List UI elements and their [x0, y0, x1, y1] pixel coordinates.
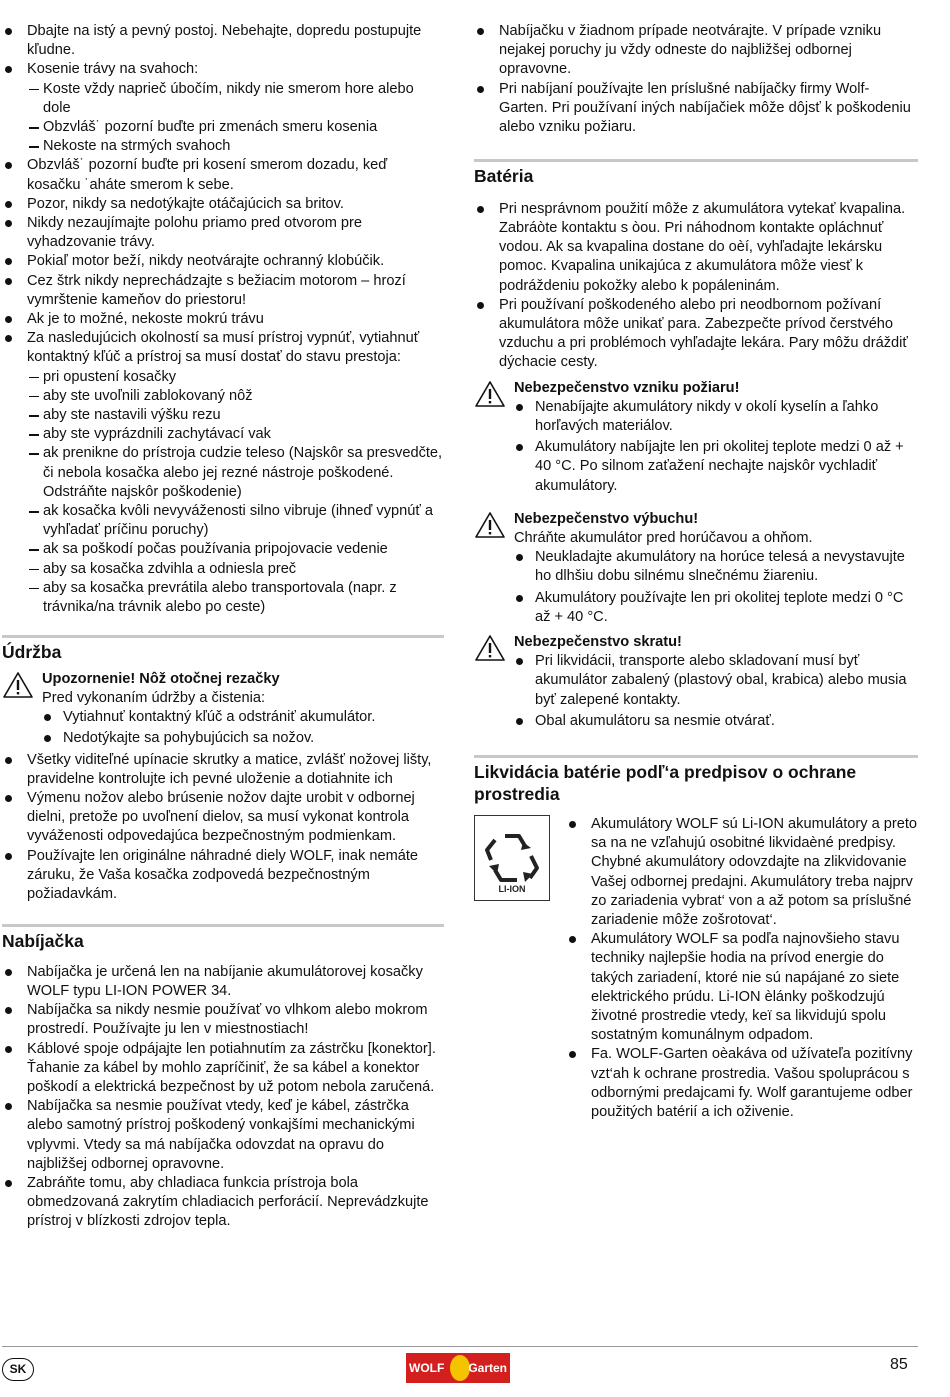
- maintenance-list: [2, 751, 444, 905]
- li-ion-label: LI-ION: [498, 884, 526, 894]
- charger-heading: Nabíjačka: [2, 931, 84, 952]
- short-circuit-warning-title: Nebezpečenstvo skratu!: [514, 633, 682, 650]
- intro-list: [2, 22, 444, 617]
- list-item: Nenabíjajte akumulátory nikdy v okolí kyselín a ľahko horľavých materiálov.: [514, 398, 918, 436]
- warning-icon: [474, 634, 506, 662]
- list-item: Dbajte na istý a pevný postoj. Nebehajte, dopredu postupujte kľudne.: [2, 22, 444, 60]
- list-item: Káblové spoje odpájajte len potiahnutím za zástrčku [konektor]. Ťahanie za kábel by mohlo zapríčiniť, že sa kábel a konektor poškodí a elektrická bezpečnost by už potom nebola zaručená.: [2, 1040, 444, 1098]
- explosion-warning-title: Nebezpečenstvo výbuchu!: [514, 510, 699, 527]
- li-ion-recycling-icon: [474, 815, 550, 901]
- maintenance-heading: Údržba: [2, 642, 62, 663]
- list-item: Cez štrk nikdy neprechádzajte s bežiacim motorom – hrozí vymrštenie kameňov do priestoru!: [2, 272, 444, 310]
- short-circuit-warning: [474, 633, 918, 731]
- explosion-warning-items: [514, 548, 918, 627]
- fire-warning: [474, 379, 918, 496]
- charger-list: [2, 963, 444, 1232]
- list-item: Nabíjačku v žiadnom prípade neotvárajte. V prípade vzniku nejakej poruchy ju vždy odneste do najbližšej odbornej opravovne.: [474, 22, 918, 80]
- list-item: ak kosačka kvôli nevyváženosti silno vibruje (ihneď vypnúť a vyhľadať príčinu poruchy): [2, 502, 444, 540]
- logo-text-wolf: WOLF: [409, 1361, 445, 1375]
- list-item: Nabíjačka sa nesmie používat vtedy, keď je kábel, zástrčka alebo samotný prístroj poškodený vonkajšími mechanickými vplyvmi. Vtedy sa má nabíjačka odovzdat na opravu do najbližšej odbornej opravovne.: [2, 1097, 444, 1174]
- list-item: Neukladajte akumulátory na horúce telesá a nevystavujte ho dlhšiu dobu silnému slnečnému žiareniu.: [514, 548, 918, 586]
- list-item: Výmenu nožov alebo brúsenie nožov dajte urobit v odbornej dielni, pretože po uvoľnení dielov, sa musí vykonat kontrola vyváženosti odpovedajúca bezpečnostným podmienkam.: [2, 789, 444, 847]
- warning-icon: [474, 511, 506, 539]
- page-number: 85: [890, 1356, 908, 1373]
- list-item: Obzvláš˙ pozorní buďte pri kosení smerom dozadu, keď kosačku ˙aháte smerom k sebe.: [2, 156, 444, 194]
- charger-list-continued: [474, 22, 918, 137]
- list-item: aby ste nastavili výšku rezu: [2, 406, 444, 425]
- list-item: Obzvláš˙ pozorní buďte pri zmenách smeru kosenia: [2, 118, 444, 137]
- footer-divider: [2, 1346, 918, 1347]
- list-item: Používajte len originálne náhradné diely WOLF, inak nemáte záruku, že Vaša kosačka zodpovedá bezpečnostným požiadavkám.: [2, 847, 444, 905]
- list-item: Akumulátory používajte len pri okolitej teplote medzi 0 °C až + 40 °C.: [514, 589, 918, 627]
- list-item: Nikdy nezaujímajte polohu priamo pred otvorom pre vyhadzovanie trávy.: [2, 214, 444, 252]
- warning-items: [42, 708, 444, 748]
- disposal-section: [474, 815, 918, 1122]
- list-item: Obal akumulátoru sa nesmie otvárať.: [514, 712, 918, 731]
- list-item: Kosenie trávy na svahoch:: [2, 60, 444, 79]
- list-item: Nedotýkajte sa pohybujúcich sa nožov.: [42, 729, 444, 748]
- list-item: Akumulátory WOLF sú Li-ION akumulátory a preto sa na ne vzľahujú osobitné likvidaèné predpisy. Chybné akumulátory odovzdajte na zlikvidovanie Vašej odbornej predajni. Akumulátory treba najprv zo zariadenia vybrat‘ von a až potom sa príslušné zariadenie môže zošrotovat‘.: [566, 815, 918, 930]
- wolf-garten-logo: [406, 1353, 510, 1383]
- list-item: ak sa poškodí počas používania pripojovacie vedenie: [2, 540, 444, 559]
- fire-warning-items: [514, 398, 918, 496]
- section-divider: [474, 159, 918, 162]
- warning-icon: [474, 380, 506, 408]
- list-item: Pri používaní poškodeného alebo pri neodbornom požívaní akumulátora môže unikať para. Zabezpečte prívod čerstvého vzduchu a pri problémoch vyhľadajte lekára. Pary môžu dráždiť dýchacie cesty.: [474, 296, 918, 373]
- list-item: ak prenikne do prístroja cudzie teleso (Najskôr sa presvedčte, či nebola kosačka alebo jej rezné nástroje poškodené. Odstráňte najskôr poškodenie): [2, 444, 444, 502]
- explosion-warning-text: Chráňte akumulátor pred horúčavou a ohňom.: [514, 529, 813, 546]
- list-item: Akumulátory WOLF sa podľa najnovšieho stavu techniky najlepšie hodia na prívod energie do takých zariadení, ktoré nie sú napájané zo siete elektrického prúdu. Li-ION èlánky poškodzujú životné prostredie vtedy, keï sa likvidujú spolu sostatným komunálnym odpadom.: [566, 930, 918, 1045]
- explosion-warning: [474, 510, 918, 627]
- warning-icon: [2, 671, 34, 699]
- list-item: aby sa kosačka prevrátila alebo transportovala (napr. z trávnika/na trávnik alebo po ceste): [2, 579, 444, 617]
- list-item: Pri nabíjaní používajte len príslušné nabíjačky firmy Wolf-Garten. Pri používaní iných nabíjačiek môže dôjsť k poškodeniu alebo vzniku požiaru.: [474, 80, 918, 138]
- list-item: Nabíjačka sa nikdy nesmie používať vo vlhkom alebo mokrom prostredí. Používajte ju len v miestnostiach!: [2, 1001, 444, 1039]
- list-item: Všetky viditeľné upínacie skrutky a matice, zvlášť nožovej lišty, pravidelne kontrolujte ich pevné uloženie a dotiahnite ich: [2, 751, 444, 789]
- list-item: Vytiahnuť kontaktný kľúč a odstrániť akumulátor.: [42, 708, 444, 727]
- list-item: pri opustení kosačky: [2, 368, 444, 387]
- list-item: Pokiaľ motor beží, nikdy neotvárajte ochranný klobúčik.: [2, 252, 444, 271]
- warning-text: Pred vykonaním údržby a čistenia:: [42, 690, 266, 706]
- list-item: Zabráňte tomu, aby chladiaca funkcia prístroja bola obmedzovaná zakrytím chladiacich perforácií. Neprevádzkujte prístroj v blízkosti zdrojov tepla.: [2, 1174, 444, 1232]
- list-item: Pri nesprávnom použití môže z akumulátora vytekať kvapalina. Zabráòte kontaktu s òou. Pri náhodnom kontakte opláchnuť vodou. Ak sa kvapalina dostane do oèí, vyhľadajte lekársku pomoc. Kvapalina unikajúca z akumulátora môže viesť k podráždeniu pokožky alebo k popáleninám.: [474, 200, 918, 296]
- list-item: Nekoste na strmých svahoch: [2, 137, 444, 156]
- list-item: aby ste uvoľnili zablokovaný nôž: [2, 387, 444, 406]
- list-item: Pri likvidácii, transporte alebo skladovaní musí byť akumulátor zabalený (plastový obal, krabica) alebo musia byť zalepené kontakty.: [514, 652, 918, 710]
- left-column: [2, 22, 444, 1232]
- warning-title: Upozornenie! Nôž otočnej rezačky: [42, 670, 280, 687]
- recycle-icon: [475, 816, 549, 900]
- list-item: Ak je to možné, nekoste mokrú trávu: [2, 310, 444, 329]
- maintenance-warning: [2, 670, 444, 749]
- list-item: Za nasledujúcich okolností sa musí prístroj vypnúť, vytiahnuť kontaktný kľúč a prístroj sa musí dostať do stavu prestoja:: [2, 329, 444, 367]
- list-item: Fa. WOLF-Garten oèakáva od užívateľa pozitívny vzt‘ah k ochrane prostredia. Vašou spoluprácou s odbornými predajcami fy. Wolf garantujeme odber použitých batérií a ich oživenie.: [566, 1045, 918, 1122]
- short-circuit-warning-items: [514, 652, 918, 731]
- disposal-list: [568, 815, 918, 1122]
- right-column: [474, 22, 918, 1122]
- list-item: Koste vždy naprieč úbočím, nikdy nie smerom hore alebo dole: [2, 80, 444, 118]
- list-item: aby ste vyprázdnili zachytávací vak: [2, 425, 444, 444]
- list-item: Akumulátory nabíjajte len pri okolitej teplote medzi 0 až + 40 °C. Po silnom zaťažení nechajte najskôr vychladiť akumulátory.: [514, 438, 918, 496]
- list-item: Nabíjačka je určená len na nabíjanie akumulátorovej kosačky WOLF typu LI-ION POWER 34.: [2, 963, 444, 1001]
- battery-list: [474, 200, 918, 373]
- logo-text-garten: Garten: [468, 1361, 507, 1375]
- list-item: Pozor, nikdy sa nedotýkajte otáčajúcich sa britov.: [2, 195, 444, 214]
- disposal-heading: Likvidácia batérie podľ‘a predpisov o ochrane prostredia: [474, 762, 857, 804]
- section-divider: [2, 924, 444, 927]
- section-divider: [2, 635, 444, 638]
- section-divider: [474, 755, 918, 758]
- language-badge: SK: [2, 1358, 34, 1381]
- battery-heading: Batéria: [474, 166, 534, 187]
- fire-warning-title: Nebezpečenstvo vzniku požiaru!: [514, 379, 740, 396]
- list-item: aby sa kosačka zdvihla a odniesla preč: [2, 560, 444, 579]
- wolf-head-icon: [450, 1355, 470, 1381]
